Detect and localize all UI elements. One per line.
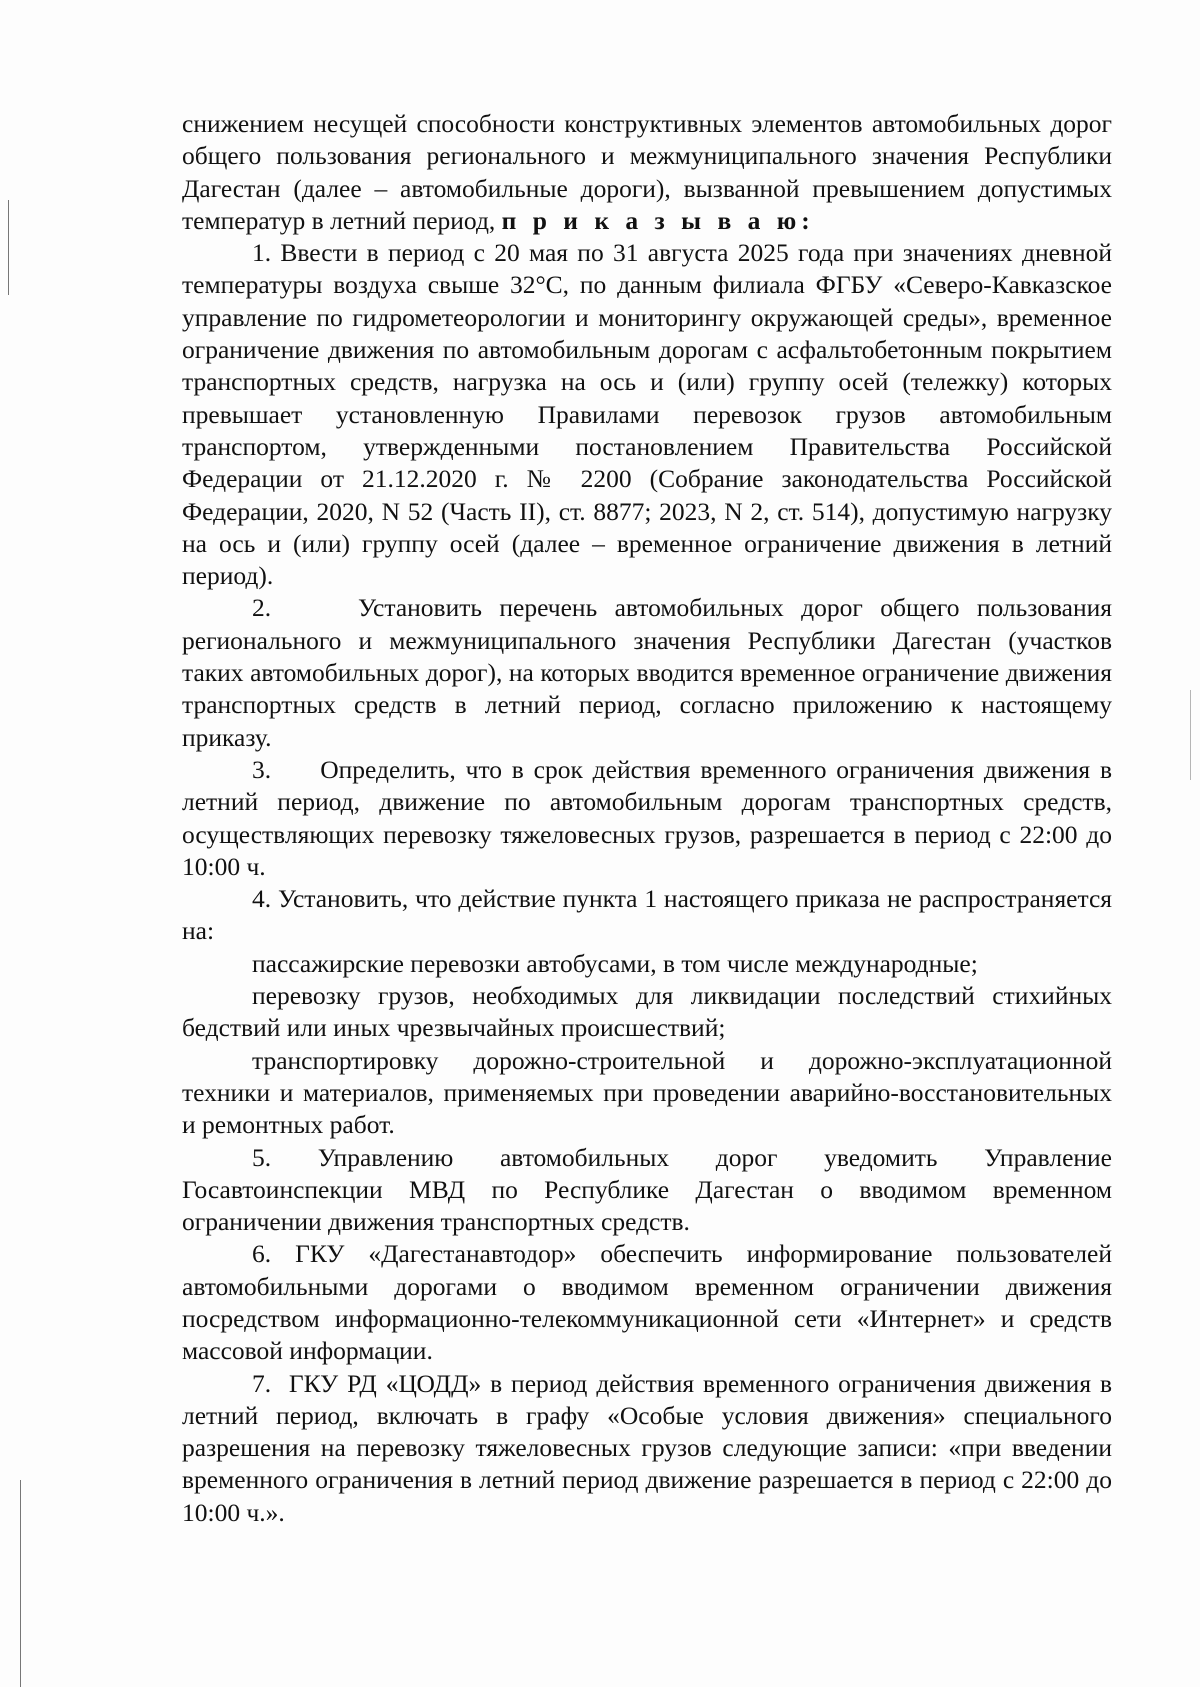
intro-text: снижением несущей способности конструктивных элементов автомобильных дорог общего пользования регионального и межмуниципального значения Республики Дагестан (далее – автомобильные дороги), вызванной превышением допустимых температур в летний период, bbox=[182, 109, 1112, 235]
paragraph-6: 6. ГКУ «Дагестанавтодор» обеспечить информирование пользователей автомобильными дорогами о вводимом временном ограничении движения посредством информационно-телекоммуникационной сети «Интернет» и средств массовой информации. bbox=[182, 1239, 1112, 1366]
paragraph-2: 2. Установить перечень автомобильных дорог общего пользования регионального и межмуниципального значения Республики Дагестан (участков таких автомобильных дорог), на которых вводится временное ограничение движения транспортных средств в летний период, согласно приложению к настоящему приказу. bbox=[182, 593, 1119, 752]
intro-paragraph bbox=[182, 108, 1112, 237]
paragraph-7: 7. ГКУ РД «ЦОДД» в период действия временного ограничения движения в летний период, включать в графу «Особые условия движения» специального разрешения на перевозку тяжеловесных грузов следующие записи: «при введении временного ограничения в летний период движение разрешается в период с 22:00 до 10:00 ч.». bbox=[182, 1368, 1119, 1527]
scan-edge-mark-left-bottom bbox=[20, 1480, 21, 1687]
paragraph-5: 5. Управлению автомобильных дорог уведомить Управление Госавтоинспекции МВД по Республике Дагестан о вводимом временном ограничении движения транспортных средств. bbox=[182, 1142, 1112, 1237]
scan-edge-mark-right bbox=[1190, 690, 1191, 780]
exception-item-2: перевозку грузов, необходимых для ликвидации последствий стихийных бедствий или иных чрезвычайных происшествий; bbox=[182, 981, 1112, 1043]
paragraph-1: 1. Ввести в период с 20 мая по 31 августа 2025 года при значениях дневной температуры воздуха свыше 32°С, по данным филиала ФГБУ «Северо-Кавказское управление по гидрометеорологии и мониторингу окружающей среды», временное ограничение движения по автомобильным дорогам с асфальтобетонным покрытием транспортных средств, нагрузка на ось и (или) группу осей (тележку) которых превышает установленную Правилами перевозок грузов автомобильным транспортом, утвержденными постановлением Правительства Российской Федерации от 21.12.2020 г. № 2200 (Собрание законодательства Российской Федерации, 2020, N 52 (Часть II), ст. 8877; 2023, N 2, ст. 514), допустимую нагрузку на ось и (или) группу осей (далее – временное ограничение движения в летний период). bbox=[182, 238, 1112, 591]
paragraph-3: 3. Определить, что в срок действия временного ограничения движения в летний период, движение по автомобильным дорогам транспортных средств, осуществляющих перевозку тяжеловесных грузов, разрешается в период с 22:00 до 10:00 ч. bbox=[182, 754, 1119, 881]
exception-item-3: транспортировку дорожно-строительной и дорожно-эксплуатационной техники и материалов, применяемых при проведении аварийно-восстановительных и ремонтных работ. bbox=[182, 1045, 1112, 1140]
exception-item-1: пассажирские перевозки автобусами, в том числе международные; bbox=[252, 948, 978, 978]
scan-edge-mark-left-top bbox=[8, 200, 9, 295]
paragraph-4: 4. Установить, что действие пункта 1 настоящего приказа не распространяется на: bbox=[182, 884, 1112, 946]
document-body bbox=[182, 108, 1119, 1529]
order-word: п р и к а з ы в а ю: bbox=[501, 205, 815, 235]
